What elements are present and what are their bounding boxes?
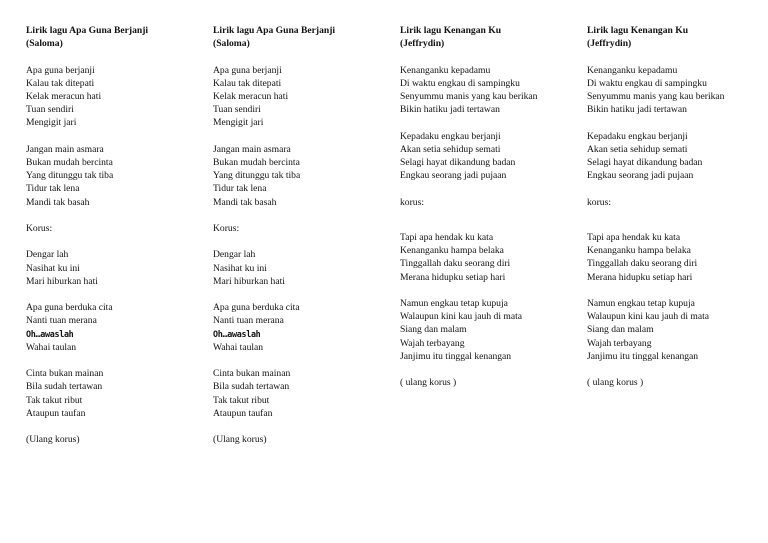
lyric-line: Bukan mudah bercinta xyxy=(26,157,113,168)
lyric-line: (Ulang korus) xyxy=(26,434,80,446)
lyric-line: Wajah terbayang xyxy=(400,337,465,349)
verse-4 xyxy=(26,367,206,420)
lyric-line: Ataupun taufan xyxy=(26,407,86,419)
lyric-line: ( ulang korus ) xyxy=(587,377,644,389)
verse-3 xyxy=(400,297,580,363)
spacer xyxy=(400,222,580,231)
song-title-line: Lirik lagu Kenangan Ku xyxy=(400,25,502,36)
lyric-line: Tak takut ribut xyxy=(213,394,270,406)
lyric-line: Nanti tuan merana xyxy=(26,315,97,327)
lyrics-column-3 xyxy=(400,24,580,403)
lyric-line: Siang dan malam xyxy=(400,324,467,336)
lyric-line: ( ulang korus ) xyxy=(400,377,457,389)
lyric-line: Kalau tak ditepati xyxy=(26,77,95,89)
verse-1 xyxy=(587,64,767,117)
lyric-line: korus: xyxy=(400,196,424,208)
lyric-line: Tapi apa hendak ku kata xyxy=(587,231,681,243)
lyric-line: Cinta bukan mainan xyxy=(26,368,104,380)
lyric-line: Kepadaku engkau berjanji xyxy=(587,130,688,142)
lyric-line: Mengigit jari xyxy=(26,117,77,129)
song-title-line: Lirik lagu Apa Guna Berjanji xyxy=(26,25,149,36)
lyric-line: Selagi hayat dikandung badan xyxy=(587,157,703,168)
lyric-line: Di waktu engkau di sampingku xyxy=(400,77,520,89)
chorus xyxy=(213,248,393,288)
lyrics-column-4 xyxy=(587,24,767,403)
lyric-line: Di waktu engkau di sampingku xyxy=(587,77,707,89)
song-title-line: Lirik lagu Kenangan Ku xyxy=(587,25,689,36)
lyric-line: Tuan sendiri xyxy=(26,104,74,116)
lyric-line: korus: xyxy=(587,196,611,208)
song-title xyxy=(587,24,767,50)
lyric-line: Walaupun kini kau jauh di mata xyxy=(400,311,523,323)
lyric-line: Jangan main asmara xyxy=(26,143,104,155)
verse-1 xyxy=(26,64,206,130)
lyric-line: Nanti tuan merana xyxy=(213,315,284,327)
lyric-line: Bila sudah tertawan xyxy=(213,381,290,393)
lyric-line: Wajah terbayang xyxy=(587,337,652,349)
lyric-line: Senyummu manis yang kau berikan xyxy=(400,91,538,102)
lyric-line: Kepadaku engkau berjanji xyxy=(400,130,501,142)
lyric-line: Siang dan malam xyxy=(587,324,654,336)
verse-3 xyxy=(26,301,206,354)
chorus-label xyxy=(587,196,767,209)
verse-3 xyxy=(213,301,393,354)
lyric-line: Yang ditunggu tak tiba xyxy=(213,170,301,182)
lyric-line: Selagi hayat dikandung badan xyxy=(400,157,516,168)
repeat-chorus xyxy=(26,433,206,446)
song-artist: (Saloma) xyxy=(26,38,63,50)
lyric-line: Kenanganku hampa belaka xyxy=(587,245,691,257)
lyric-line: Bikin hatiku jadi tertawan xyxy=(587,104,687,116)
lyric-line: (Ulang korus) xyxy=(213,434,267,446)
lyric-line: Apa guna berduka cita xyxy=(26,302,113,314)
lyric-line: Dengar lah xyxy=(213,249,256,261)
lyric-line: Kenanganku kepadamu xyxy=(587,64,678,76)
lyric-line: Akan setia sehidup semati xyxy=(400,143,501,155)
verse-1 xyxy=(400,64,580,117)
lyric-line: Janjimu itu tinggal kenangan xyxy=(400,350,512,362)
lyric-line: Tuan sendiri xyxy=(213,104,261,116)
lyric-line: Kelak meracun hati xyxy=(26,91,102,102)
lyric-line: Merana hidupku setiap hari xyxy=(400,271,506,283)
lyric-line: Cinta bukan mainan xyxy=(213,368,291,380)
lyric-line: Mari hiburkan hati xyxy=(26,275,98,287)
repeat-chorus xyxy=(587,376,767,389)
lyric-line: Tidur tak lena xyxy=(26,183,80,195)
lyric-line: Kelak meracun hati xyxy=(213,91,289,102)
lyric-line: Engkau seorang jadi pujaan xyxy=(400,170,507,182)
verse-4 xyxy=(213,367,393,420)
lyric-line: Tinggallah daku seorang diri xyxy=(400,258,511,270)
verse-2 xyxy=(213,143,393,209)
song-artist: (Saloma) xyxy=(213,38,250,50)
lyric-line: Apa guna berjanji xyxy=(26,64,95,76)
verse-3 xyxy=(587,297,767,363)
lyric-line: Tapi apa hendak ku kata xyxy=(400,231,494,243)
lyrics-column-1 xyxy=(26,24,206,460)
lyric-line: Akan setia sehidup semati xyxy=(587,143,688,155)
lyric-line: Kalau tak ditepati xyxy=(213,77,282,89)
lyric-line: Senyummu manis yang kau berikan xyxy=(587,91,725,102)
song-title xyxy=(400,24,580,50)
lyric-line: Dengar lah xyxy=(26,249,69,261)
song-title-line: Lirik lagu Apa Guna Berjanji xyxy=(213,25,336,36)
lyric-line: Tinggallah daku seorang diri xyxy=(587,258,698,270)
chorus-label xyxy=(26,222,206,235)
lyric-line: Apa guna berjanji xyxy=(213,64,282,76)
lyric-line: Tak takut ribut xyxy=(26,394,83,406)
repeat-chorus xyxy=(400,376,580,389)
lyric-line: Wahai taulan xyxy=(26,341,77,353)
chorus xyxy=(400,231,580,284)
lyric-line: Korus: xyxy=(26,223,53,234)
lyrics-column-2 xyxy=(213,24,393,460)
song-artist: (Jeffrydin) xyxy=(587,38,632,50)
song-artist: (Jeffrydin) xyxy=(400,38,445,50)
lyric-line: Nasihat ku ini xyxy=(213,262,267,274)
lyric-line: Janjimu itu tinggal kenangan xyxy=(587,350,699,362)
lyric-line: Tidur tak lena xyxy=(213,183,267,195)
lyric-line: Ataupun taufan xyxy=(213,407,273,419)
lyric-line: Oh…awaslah xyxy=(213,328,261,339)
lyric-line: Jangan main asmara xyxy=(213,143,291,155)
chorus xyxy=(587,231,767,284)
repeat-chorus xyxy=(213,433,393,446)
lyric-line: Nasihat ku ini xyxy=(26,262,80,274)
lyric-line: Mengigit jari xyxy=(213,117,264,129)
lyric-line: Engkau seorang jadi pujaan xyxy=(587,170,694,182)
spacer xyxy=(587,222,767,231)
verse-2 xyxy=(587,130,767,183)
lyric-line: Yang ditunggu tak tiba xyxy=(26,170,114,182)
lyric-line: Korus: xyxy=(213,223,240,234)
lyric-line: Walaupun kini kau jauh di mata xyxy=(587,311,710,323)
lyric-line: Merana hidupku setiap hari xyxy=(587,271,693,283)
verse-2 xyxy=(400,130,580,183)
lyric-line: Apa guna berduka cita xyxy=(213,302,300,314)
lyric-line: Bila sudah tertawan xyxy=(26,381,103,393)
song-title xyxy=(26,24,206,50)
lyric-line: Mandi tak basah xyxy=(26,196,90,208)
lyric-line: Mari hiburkan hati xyxy=(213,275,285,287)
lyric-line: Bukan mudah bercinta xyxy=(213,157,300,168)
lyric-line: Bikin hatiku jadi tertawan xyxy=(400,104,500,116)
verse-1 xyxy=(213,64,393,130)
lyric-line: Kenanganku hampa belaka xyxy=(400,245,504,257)
chorus-label xyxy=(400,196,580,209)
lyric-line: Namun engkau tetap kupuja xyxy=(587,297,695,309)
lyric-line: Mandi tak basah xyxy=(213,196,277,208)
chorus xyxy=(26,248,206,288)
lyric-line: Wahai taulan xyxy=(213,341,264,353)
chorus-label xyxy=(213,222,393,235)
verse-2 xyxy=(26,143,206,209)
lyric-line: Namun engkau tetap kupuja xyxy=(400,297,508,309)
lyric-line: Oh…awaslah xyxy=(26,328,74,339)
lyric-line: Kenanganku kepadamu xyxy=(400,64,491,76)
song-title xyxy=(213,24,393,50)
